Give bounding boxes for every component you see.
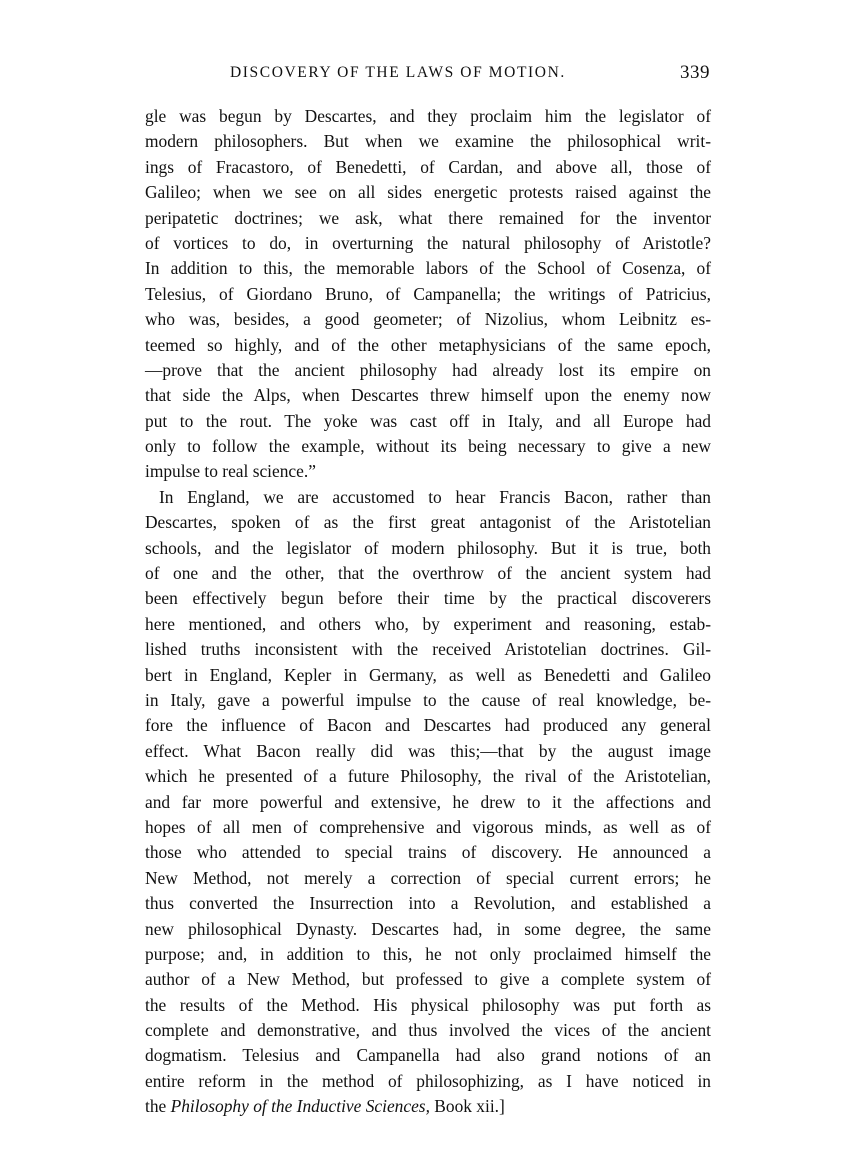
text-line: the results of the Method. His physical philosophy was put forth as xyxy=(145,994,711,1015)
text-line: effect. What Bacon really did was this;—that by the august image xyxy=(145,740,711,761)
text-line: Descartes, spoken of as the first great antagonist of the Aristotelian xyxy=(145,512,711,533)
text-line: purpose; and, in addition to this, he not only proclaimed himself the xyxy=(145,943,711,964)
text-line: In addition to this, the memorable labors of the School of Cosenza, of xyxy=(145,258,711,279)
text-line: gle was begun by Descartes, and they proclaim him the legislator of xyxy=(145,106,711,126)
final-line-after: Book xii.] xyxy=(429,1096,505,1117)
text-line: hopes of all men of comprehensive and vigorous minds, as well as of xyxy=(145,816,711,837)
text-line: New Method, not merely a correction of special current errors; he xyxy=(145,867,711,888)
running-head xyxy=(140,64,710,90)
text-line: teemed so highly, and of the other metaphysicians of the same epoch, xyxy=(145,334,711,355)
text-line: of vortices to do, in overturning the natural philosophy of Aristotle? xyxy=(145,232,711,253)
final-line xyxy=(145,1094,711,1119)
text-line: modern philosophers. But when we examine the philosophical writ- xyxy=(145,131,711,152)
running-title: DISCOVERY OF THE LAWS OF MOTION. xyxy=(230,64,566,81)
text-line: schools, and the legislator of modern philosophy. But it is true, both xyxy=(145,537,711,558)
text-line: thus converted the Insurrection into a Revolution, and established a xyxy=(145,893,711,914)
text-line: who was, besides, a good geometer; of Nizolius, whom Leibnitz es- xyxy=(145,309,711,330)
text-line: been effectively begun before their time by the practical discoverers xyxy=(145,588,711,609)
text-line: of one and the other, that the overthrow of the ancient system had xyxy=(145,563,711,584)
text-line: lished truths inconsistent with the received Aristotelian doctrines. Gil- xyxy=(145,639,711,660)
text-line: bert in England, Kepler in Germany, as well as Benedetti and Galileo xyxy=(145,664,711,685)
text-line: and far more powerful and extensive, he drew to it the affections and xyxy=(145,791,711,812)
page-number: 339 xyxy=(680,62,710,83)
text-line: entire reform in the method of philosophizing, as I have noticed in xyxy=(145,1070,711,1091)
book-title-italic: Philosophy of the Inductive Sciences, xyxy=(170,1096,430,1117)
body-text xyxy=(145,104,711,1120)
text-line: here mentioned, and others who, by experiment and reasoning, estab- xyxy=(145,613,711,634)
text-line: peripatetic doctrines; we ask, what there remained for the inventor xyxy=(145,207,711,228)
text-line: in Italy, gave a powerful impulse to the cause of real knowledge, be- xyxy=(145,689,711,710)
text-line: dogmatism. Telesius and Campanella had also grand notions of an xyxy=(145,1045,711,1066)
paragraph-end-line: impulse to real science.” xyxy=(145,461,316,482)
text-line: new philosophical Dynasty. Descartes had, in some degree, the same xyxy=(145,918,711,939)
paragraph-first-line: In England, we are accustomed to hear Francis Bacon, rather than xyxy=(159,486,711,507)
text-line: —prove that the ancient philosophy had already lost its empire on xyxy=(145,359,711,380)
text-line: complete and demonstrative, and thus involved the vices of the ancient xyxy=(145,1020,711,1041)
text-line: that side the Alps, when Descartes threw himself upon the enemy now xyxy=(145,385,711,406)
text-line: author of a New Method, but professed to give a complete system of xyxy=(145,969,711,990)
text-line: fore the influence of Bacon and Descartes had produced any general xyxy=(145,715,711,736)
text-line: Galileo; when we see on all sides energetic protests raised against the xyxy=(145,182,711,203)
text-line: which he presented of a future Philosophy, the rival of the Aristotelian, xyxy=(145,766,711,787)
text-line: Telesius, of Giordano Bruno, of Campanella; the writings of Patricius, xyxy=(145,283,711,304)
text-line: those who attended to special trains of discovery. He announced a xyxy=(145,842,711,863)
text-line: only to follow the example, without its being necessary to give a new xyxy=(145,436,711,457)
text-line: ings of Fracastoro, of Benedetti, of Cardan, and above all, those of xyxy=(145,156,711,177)
final-line-before: the xyxy=(145,1096,171,1117)
text-line: put to the rout. The yoke was cast off in Italy, and all Europe had xyxy=(145,410,711,431)
